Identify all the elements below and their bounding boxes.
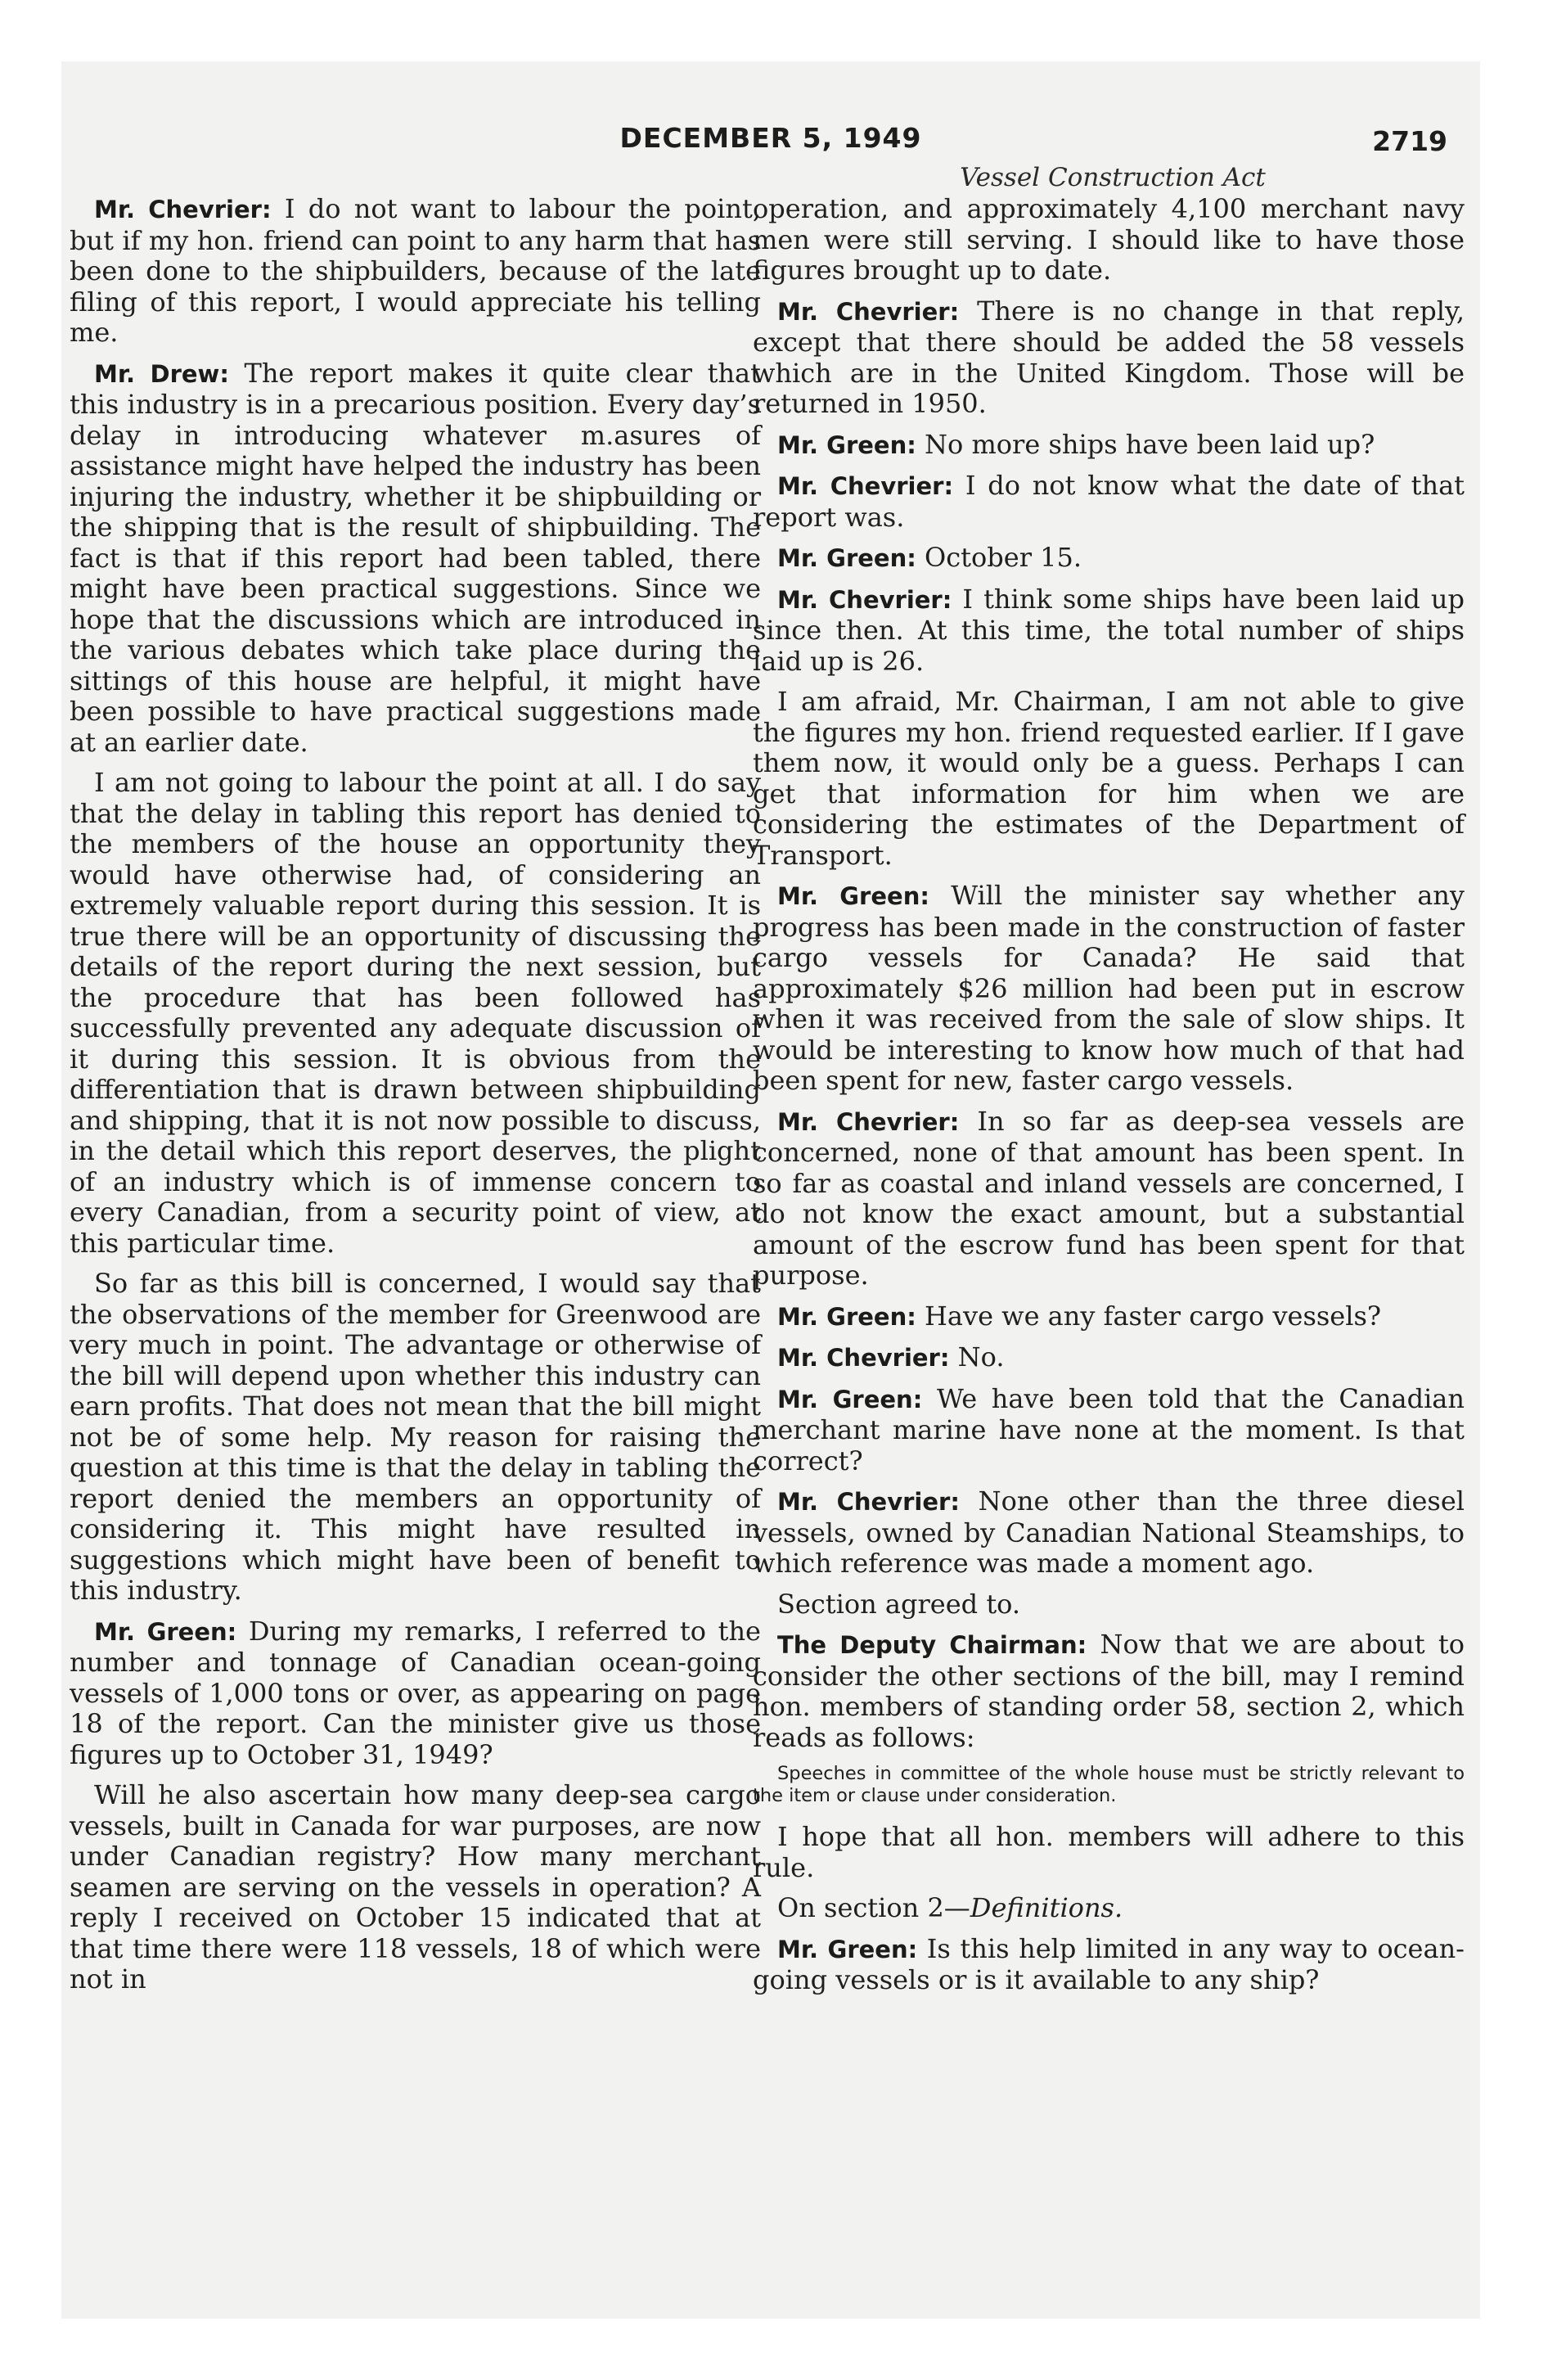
paragraph-text: In so far as deep-sea vessels are concerned, none of that amount has been spent. In so far as coastal and inland vessels are concerned, I do not know the exact amount, but a substantial amount of the escrow fund has been spent for that purpose. [753, 1105, 1465, 1291]
speaker-name: Mr. Chevrier: [777, 585, 952, 614]
paragraph [753, 1342, 1465, 1374]
paragraph-text: None other than the three diesel vessels, owned by Canadian National Steamships, to which reference was made a moment ago. [753, 1485, 1465, 1579]
paragraph-text: Have we any faster cargo vessels? [916, 1300, 1382, 1332]
paragraph [753, 430, 1465, 462]
paragraph [70, 358, 761, 759]
paragraph-text: We have been told that the Canadian merchant marine have none at the moment. Is that correct? [753, 1382, 1465, 1476]
paragraph-text: I do not want to labour the point, but if my hon. friend can point to any harm that has been done to the shipbuilders, because of the late filing of this report, I would appreciate his telling me. [70, 193, 761, 348]
page-sheet [61, 61, 1480, 2319]
paragraph [753, 296, 1465, 420]
paragraph-text: operation, and approximately 4,100 merchant navy men were still serving. I should like to have those figures brought up to date. [753, 193, 1465, 286]
speaker-name: Mr. Green: [777, 430, 916, 459]
paragraph [70, 1780, 761, 1995]
paragraph [753, 471, 1465, 533]
speaker-name: Mr. Chevrier: [777, 472, 954, 500]
paragraph [753, 584, 1465, 678]
speaker-name: Mr. Green: [777, 1385, 923, 1413]
paragraph-text: I do not know what the date of that report was. [753, 470, 1465, 533]
paragraph [753, 1107, 1465, 1291]
paragraph [753, 1486, 1465, 1580]
paragraph-text: Will the minister say whether any progress has been made in the construction of faster cargo vessels for Canada? He said that approximately $26 million had been put in escrow when it was received from the sale of slow ships. It would be interesting to know how much of that had been spent for new, faster cargo vessels. [753, 880, 1465, 1096]
page-number: 2719 [1372, 125, 1447, 157]
paragraph-text: Will he also ascertain how many deep-sea cargo vessels, built in Canada for war purposes, are now under Canadian registry? How many merchant seamen are serving on the vessels in operation? A reply I received on October 15 indicated that at that time there were 118 vessels, 18 of which were not in [70, 1779, 761, 1995]
paragraph-text: Is this help limited in any way to ocean-going vessels or is it available to any ship? [753, 1932, 1465, 1995]
paragraph-text: Now that we are about to consider the other sections of the bill, may I remind hon. members of standing order 58, section 2, which reads as follows: [753, 1629, 1465, 1753]
paragraph-text: So far as this bill is concerned, I would say that the observations of the member for Greenwood are very much in point. The advantage or otherwise of the bill will depend upon whether this industry can earn profits. That does not mean that the bill might not be of some help. My reason for raising the question at this time is that the delay in tabling the report denied the members an opportunity of considering it. This might have resulted in suggestions which might have been of benefit to this industry. [70, 1268, 761, 1606]
paragraph [753, 1301, 1465, 1333]
paragraph [70, 194, 761, 349]
page-header [61, 122, 1480, 163]
paragraph-text: During my remarks, I referred to the number and tonnage of Canadian ocean-going vessels of 1,000 tons or over, as appearing on page 18 of the report. Can the minister give us those figures up to October 31, 1949? [70, 1615, 761, 1770]
paragraph-text: I am afraid, Mr. Chairman, I am not able to give the figures my hon. friend requested earlier. If I gave them now, it would only be a guess. Perhaps I can get that information for him when we are considering the estimates of the Department of Transport. [753, 686, 1465, 871]
paragraph-text: Section agreed to. [777, 1588, 1021, 1620]
paragraph [70, 768, 761, 1259]
speaker-name: Mr. Green: [94, 1617, 237, 1646]
running-subtitle: Vessel Construction Act [960, 163, 1266, 192]
paragraph-text: I think some ships have been laid up since then. At this time, the total number of ships laid up is 26. [753, 583, 1465, 677]
paragraph [753, 1822, 1465, 1883]
speaker-name: Mr. Drew: [94, 359, 229, 388]
paragraph-text: There is no change in that reply, except that there should be added the 58 vessels which are in the United Kingdom. Those will be returned in 1950. [753, 295, 1465, 419]
speaker-name: Mr. Chevrier: [777, 1488, 960, 1516]
paragraph-text: No. [949, 1341, 1005, 1373]
paragraph [753, 194, 1465, 286]
speaker-name: Mr. Chevrier: [94, 196, 272, 223]
speaker-name: Mr. Green: [777, 1302, 916, 1331]
speaker-name: Mr. Chevrier: [777, 1107, 960, 1136]
paragraph [753, 1893, 1465, 1924]
paragraph [753, 881, 1465, 1097]
paragraph-text: The report makes it quite clear that this industry is in a precarious position. Every day’s delay in introducing whatever m.asures of assistance might have helped the industry has been injuring the industry, whether it be shipbuilding or the shipping that is the result of shipbuilding. The fact is that if this report had been tabled, there might have been practical suggestions. Since we hope that the discussions which are introduced in the various debates which take place during the sittings of this house are helpful, it might have been possible to have practical suggestions made at an earlier date. [70, 357, 761, 758]
paragraph [753, 543, 1465, 575]
paragraph-text: I hope that all hon. members will adhere to this rule. [753, 1821, 1465, 1883]
left-column [70, 194, 761, 2005]
speaker-name: Mr. Chevrier: [777, 297, 960, 326]
paragraph [753, 1384, 1465, 1477]
speaker-name: Mr. Green: [777, 882, 929, 910]
speaker-name: Mr. Green: [777, 544, 916, 572]
speaker-name: Mr. Chevrier: [777, 1344, 950, 1372]
quoted-rule [753, 1763, 1465, 1807]
paragraph-text: On section 2— [777, 1892, 970, 1923]
section-title: Definitions. [970, 1892, 1123, 1923]
paragraph-text: No more ships have been laid up? [916, 428, 1375, 460]
paragraph [753, 1589, 1465, 1620]
paragraph [753, 687, 1465, 871]
paragraph-text: Speeches in committee of the whole house must be strictly relevant to the item or clause under consideration. [753, 1763, 1465, 1806]
paragraph-text: October 15. [916, 542, 1082, 573]
paragraph [70, 1616, 761, 1771]
paragraph-text: I am not going to labour the point at all. I do say that the delay in tabling this report has denied to the members of the house an opportunity they would have otherwise had, of considering an extremely valuable report during this session. It is true there will be an opportunity of discussing the details of the report during the next session, but the procedure that has been followed has successfully prevented any adequate discussion of it during this session. It is obvious from the differentiation that is drawn between shipbuilding and shipping, that it is not now possible to discuss, in the detail which this report deserves, the plight of an industry which is of immense concern to every Canadian, from a security point of view, at this particular time. [70, 767, 761, 1259]
right-column [753, 194, 1465, 2006]
speaker-name: Mr. Green: [777, 1935, 918, 1963]
paragraph [70, 1269, 761, 1607]
speaker-name: The Deputy Chairman: [777, 1631, 1087, 1659]
paragraph [753, 1629, 1465, 1753]
header-date: DECEMBER 5, 1949 [619, 122, 922, 154]
paragraph [753, 1934, 1465, 1996]
